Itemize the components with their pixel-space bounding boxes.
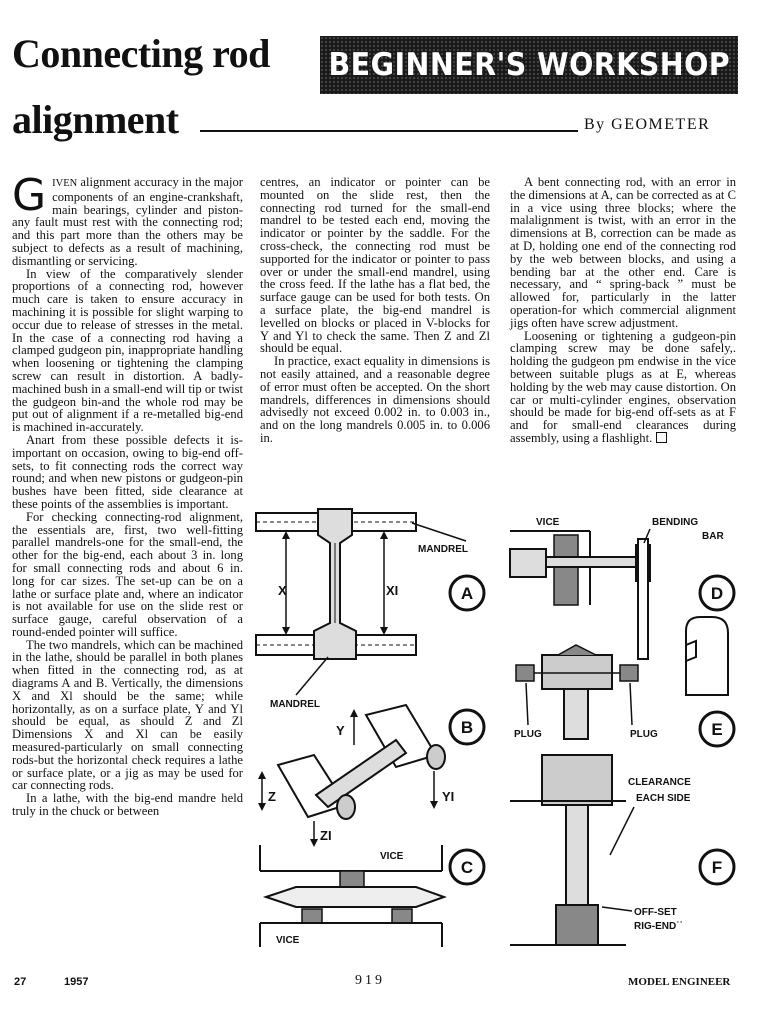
article-title-line-1: Connecting rod bbox=[12, 31, 270, 76]
section-banner bbox=[320, 36, 738, 94]
paragraph: In view of the comparatively slender proportions of a connecting rod, however much care is taken to ensure accuracy in machining it is possible for slight warping to occur due to release of stresses in the metal. In the case of a connecting rod having a clamped gudgeon pin, inappropriate handling when loosening or tightening the clamping screw can result in distortion. A badly-machined bush in a small-end will tip or twist the gudgeon bin-and the whole rod may be put out of alignment if a re-metalled big-end is machined in-accurately. bbox=[12, 266, 243, 435]
page-number: 919 bbox=[355, 973, 385, 988]
title-rule bbox=[200, 130, 578, 132]
clearance-label: CLEARANCE bbox=[628, 777, 691, 788]
drop-cap-rest: IVEN bbox=[52, 178, 78, 189]
paragraph: A bent connecting rod, with an error in the dimensions at A, can be corrected as at C in a vice using three blocks; where the malalignment is twist, with an error in the dimensions at B, correction can be made as at D, holding one end of the connecting rod by the web between blocks, and using a bending bar at the other end. Care is necessary, and “ spring-back ” must be allowed for, particularly in the latter operation-for which commercial alignment jigs often have screw adjustment. bbox=[510, 175, 736, 330]
dimension-y: Y bbox=[336, 723, 345, 738]
dimension-x: X bbox=[278, 583, 287, 598]
bending-label: BENDING bbox=[652, 517, 699, 528]
mandrel-label-bottom: MANDREL bbox=[270, 699, 320, 710]
diagram-c bbox=[260, 845, 484, 947]
diagram-b bbox=[258, 705, 484, 847]
each-side-label: EACH SIDE bbox=[636, 793, 691, 804]
footer-year: 1957 bbox=[64, 976, 89, 988]
article-column-3 bbox=[510, 176, 736, 445]
diagram-a-label: A bbox=[460, 584, 474, 603]
dimension-z: Z bbox=[268, 789, 276, 804]
paragraph bbox=[12, 170, 243, 268]
mandrel-label-top: MANDREL bbox=[418, 544, 468, 555]
article-column-2 bbox=[260, 176, 490, 445]
paragraph: Anart from these possible defects it is-important on occasion, owing to big-end off-sets, to fit connecting rods the correct way round; and when new pistons or gudgeon-pin bushes have been fitted, side clearance at these points of the assemblies is important. bbox=[12, 432, 243, 511]
diagram-c-label: C bbox=[460, 858, 474, 877]
paragraph: centres, an indicator or pointer can be mounted on the slide rest, then the connecting rod turned for the small-end mandrel to be tested each end, moving the indicator or pointer by the saddle. For the cross-check, the connecting rod must be supported for the indicator or pointer to pass over or under the small-end mandrel, using the cross feed. If the lathe has a flat bed, the surface gauge can be used for both tests. On a surface plate, the big-end mandrel is levelled on blocks or placed in V-blocks for Y and Yl to check the same. Then Z and Zl should be equal. bbox=[260, 175, 490, 356]
diagram-right bbox=[506, 505, 746, 955]
footer-issue-day: 27 bbox=[14, 976, 27, 988]
vice-label-c-bottom: VICE bbox=[276, 935, 300, 946]
magazine-name: MODEL ENGINEER bbox=[628, 976, 731, 988]
diagram-a bbox=[256, 509, 484, 710]
article-title-line-2: alignment bbox=[12, 97, 179, 142]
diagram-d-label: D bbox=[710, 584, 724, 603]
paragraph: The two mandrels, which can be machined in the lathe, should be parallel in both planes when fitted in the connecting rod, as at diagrams A and B. Vertically, the dimensions X and Xl should be the same; while horizontally, as on a surface plate, Y and Yl should be equal, as should Z and Zl Dimensions X and Xl can be easily measured-particularly on small connecting rods-but the horizontal check requires a lathe or surface plate, or a jig as may be used for car connecting rods. bbox=[12, 637, 243, 793]
diagram-f-label: F bbox=[711, 858, 723, 877]
end-mark-icon bbox=[656, 432, 667, 443]
plug-label-left: PLUG bbox=[514, 729, 542, 740]
drop-cap: G bbox=[12, 170, 47, 221]
bar-label: BAR bbox=[702, 531, 724, 542]
vice-label-d: VICE bbox=[536, 517, 560, 528]
section-banner-text: BEGINNER'S WORKSHOP bbox=[328, 47, 730, 83]
offset-label: OFF-SET bbox=[634, 907, 677, 918]
plug-label-right: PLUG bbox=[630, 729, 658, 740]
paragraph-text: alignment accuracy in the major components of an engine-crankshaft, main bearings, cylinder and piston-any fault must rest with the connecting rod; and this part more than the others may be subject to defects as a result of machining, dismantling or servicing. bbox=[12, 175, 243, 268]
article-column-1 bbox=[12, 170, 243, 819]
diagram-e-label: E bbox=[711, 720, 723, 739]
dimension-x1: XI bbox=[386, 583, 399, 598]
diagram-b-label: B bbox=[460, 718, 474, 737]
paragraph: In practice, exact equality in dimensions is not easily attained, and a reasonable degree of error must often be accepted. On the short mandrels, differences in dimensions should advisedly not exceed 0.002 in. to 0.003 in., and on the long mandrels 0.005 in. to 0.006 in. bbox=[260, 354, 490, 445]
big-end-label: RIG-END˙˙ bbox=[634, 921, 683, 932]
byline: By GEOMETER bbox=[584, 116, 711, 133]
paragraph: For checking connecting-rod alignment, the essentials are, first, two well-fitting parallel mandrels-one for the small-end, the other for the big-end, each about 3 in. long for small connecting rods and about 6 in. long for car sizes. The set-up can be on a lathe or surface plate and, where an indicator is not available for use on the slide rest or surface gauge, careful observation of a round-ended pointer will suffice. bbox=[12, 509, 243, 639]
diagram-f bbox=[510, 755, 734, 945]
paragraph-text: Loosening or tightening a gudgeon-pin clamping screw may be done safely,. holding the gudgeon pm endwise in the vice between suitable plugs as at E, whereas holding by the web may cause distortion. On car or multi-cylinder engines, observation should be made for big-end off-sets as at F and for small-end clearances during assembly, using a flashlight. bbox=[510, 328, 736, 445]
paragraph bbox=[510, 330, 736, 445]
vice-label-c-top: VICE bbox=[380, 851, 404, 862]
diagram-left bbox=[256, 505, 496, 955]
dimension-y1: YI bbox=[442, 789, 455, 804]
paragraph: In a lathe, with the big-end mandre held truly in the chuck or between bbox=[12, 791, 243, 819]
dimension-z1: ZI bbox=[320, 828, 332, 843]
